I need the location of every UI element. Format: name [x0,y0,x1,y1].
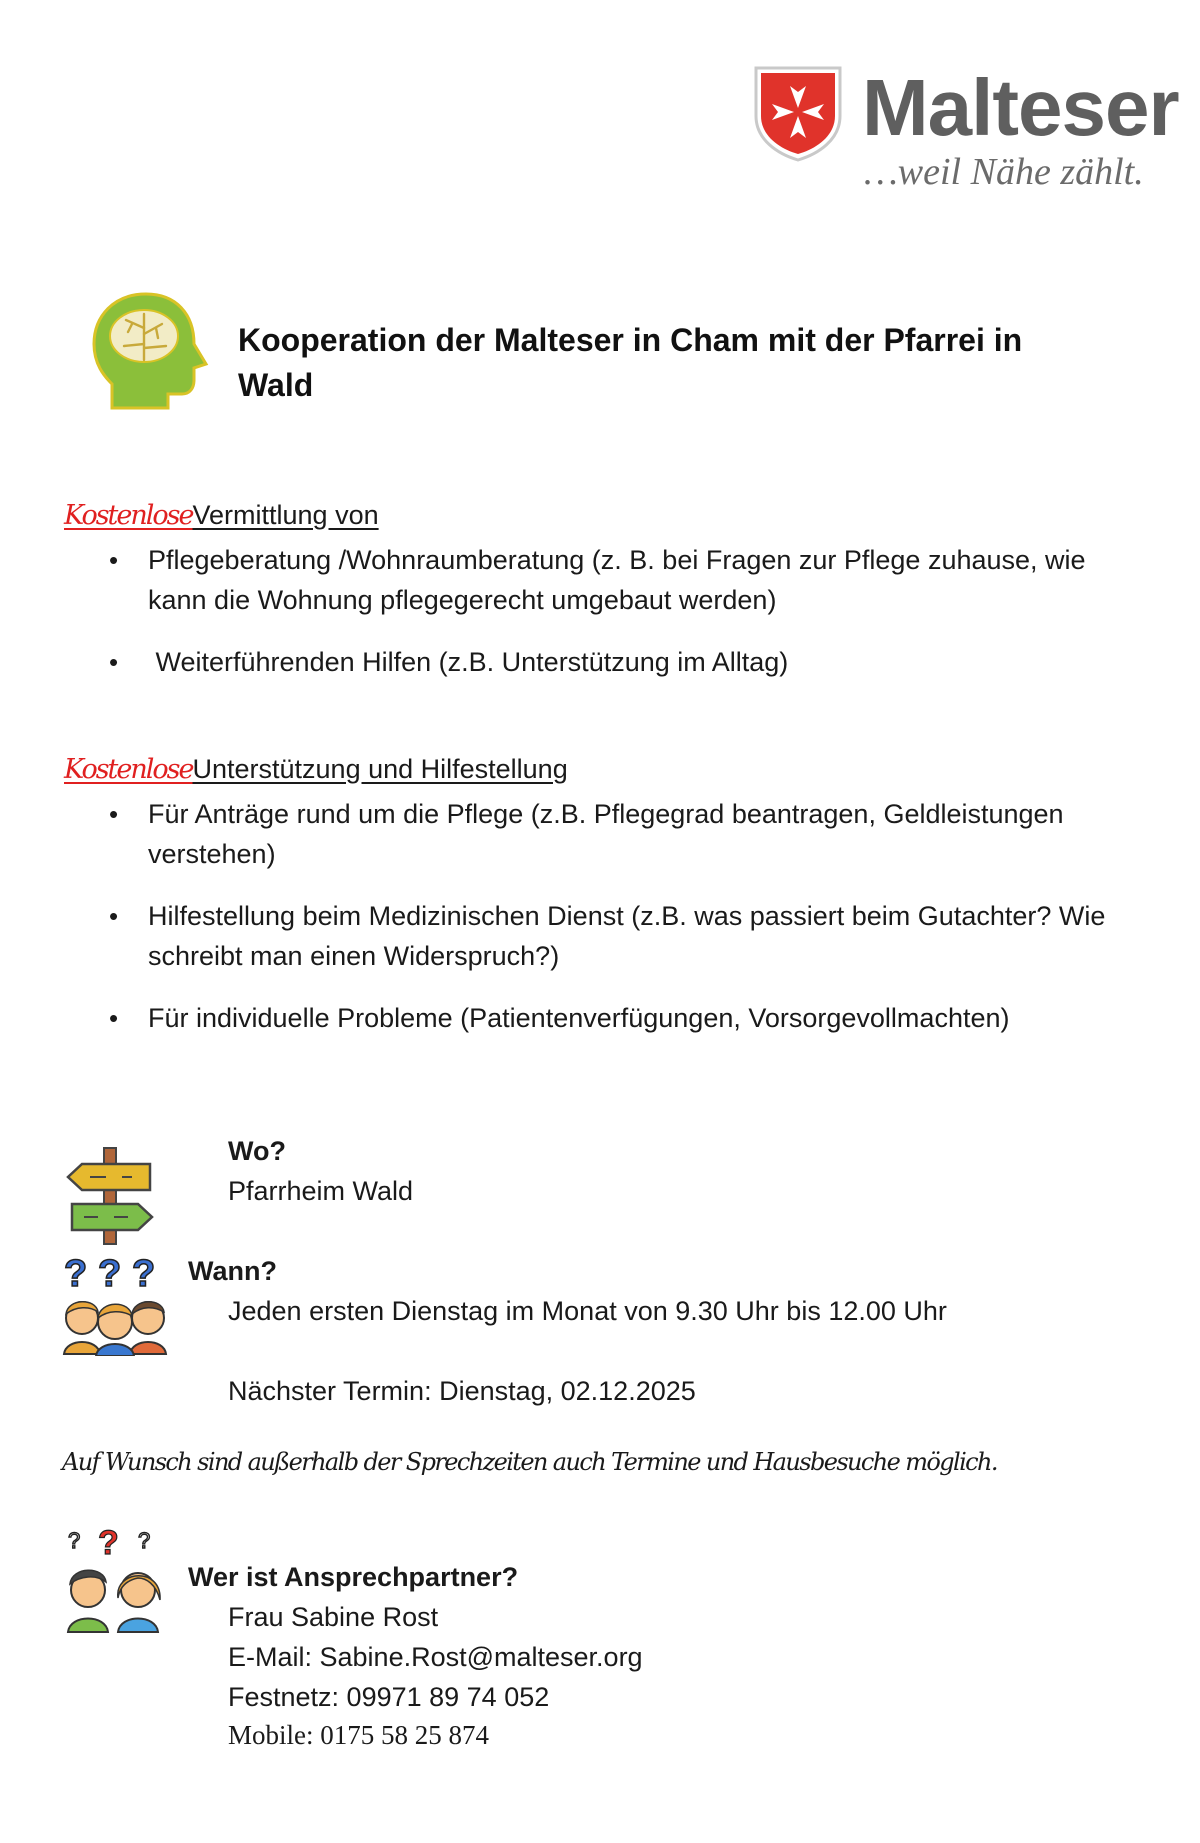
contact-name: Frau Sabine Rost [228,1602,439,1632]
signpost-icon [62,1146,158,1246]
list-item: • Für Anträge rund um die Pflege (z.B. Pflegegrad beantragen, Geldleistungen verstehen) [148,794,1158,874]
logo-tagline: …weil Nähe zählt. [864,151,1144,193]
where-label: Wo? [228,1136,286,1166]
brain-head-icon [86,288,216,412]
contact-label: Wer ist Ansprechpartner? [188,1562,519,1592]
section1-highlight: Kostenlose [64,500,193,531]
contact-phone: Festnetz: 09971 89 74 052 [228,1682,550,1712]
question-crowd-icon [62,1252,168,1356]
svg-text:?: ? [98,1524,119,1562]
contact-email: E-Mail: Sabine.Rost@malteser.org [228,1642,643,1672]
bullet-icon: • [109,647,119,677]
section1-heading [64,498,379,533]
section2-highlight: Kostenlose [64,754,193,785]
list-item: • Weiterführenden Hilfen (z.B. Unterstützung im Alltag) [148,642,1148,682]
next-appointment: Nächster Termin: Dienstag, 02.12.2025 [228,1376,696,1406]
question-people-icon [62,1524,166,1634]
page-title: Kooperation der Malteser in Cham mit der Pfarrei in Wald [238,322,1023,403]
malteser-logo [752,58,1179,198]
svg-text:?: ? [98,1253,122,1295]
section1-heading-text: Vermittlung von [192,500,379,530]
svg-text:?: ? [138,1528,151,1553]
bullet-icon: • [109,545,119,575]
contact-mobile: Mobile: 0175 58 25 874 [228,1720,489,1750]
svg-text:?: ? [132,1253,156,1295]
logo-wordmark: Malteser [862,63,1179,152]
svg-text:?: ? [68,1528,81,1553]
bullet-icon: • [109,901,119,931]
where-value: Pfarrheim Wald [228,1176,414,1206]
when-value: Jeden ersten Dienstag im Monat von 9.30 Uhr bis 12.00 Uhr [228,1296,947,1326]
bullet-icon: • [109,1003,119,1033]
list-item: • Hilfestellung beim Medizinischen Dienst (z.B. was passiert beim Gutachter? Wie schreibt man einen Widerspruch?) [148,896,1158,976]
bullet-icon: • [109,799,119,829]
section2-list [109,794,1158,1038]
when-label: Wann? [188,1256,277,1286]
appointment-note: Auf Wunsch sind außerhalb der Sprechzeiten auch Termine und Hausbesuche möglich. [62,1448,997,1476]
section1-list [109,540,1148,682]
section2-heading-text: Unterstützung und Hilfestellung [192,754,568,784]
list-item: • Pflegeberatung /Wohnraumberatung (z. B. bei Fragen zur Pflege zuhause, wie kann die Wohnung pflegegerecht umgebaut werden) [148,540,1148,620]
svg-text:?: ? [64,1253,88,1295]
malteser-cross-shield-icon [752,64,844,162]
section2-heading [64,752,568,787]
list-item: • Für individuelle Probleme (Patientenverfügungen, Vorsorgevollmachten) [148,998,1158,1038]
